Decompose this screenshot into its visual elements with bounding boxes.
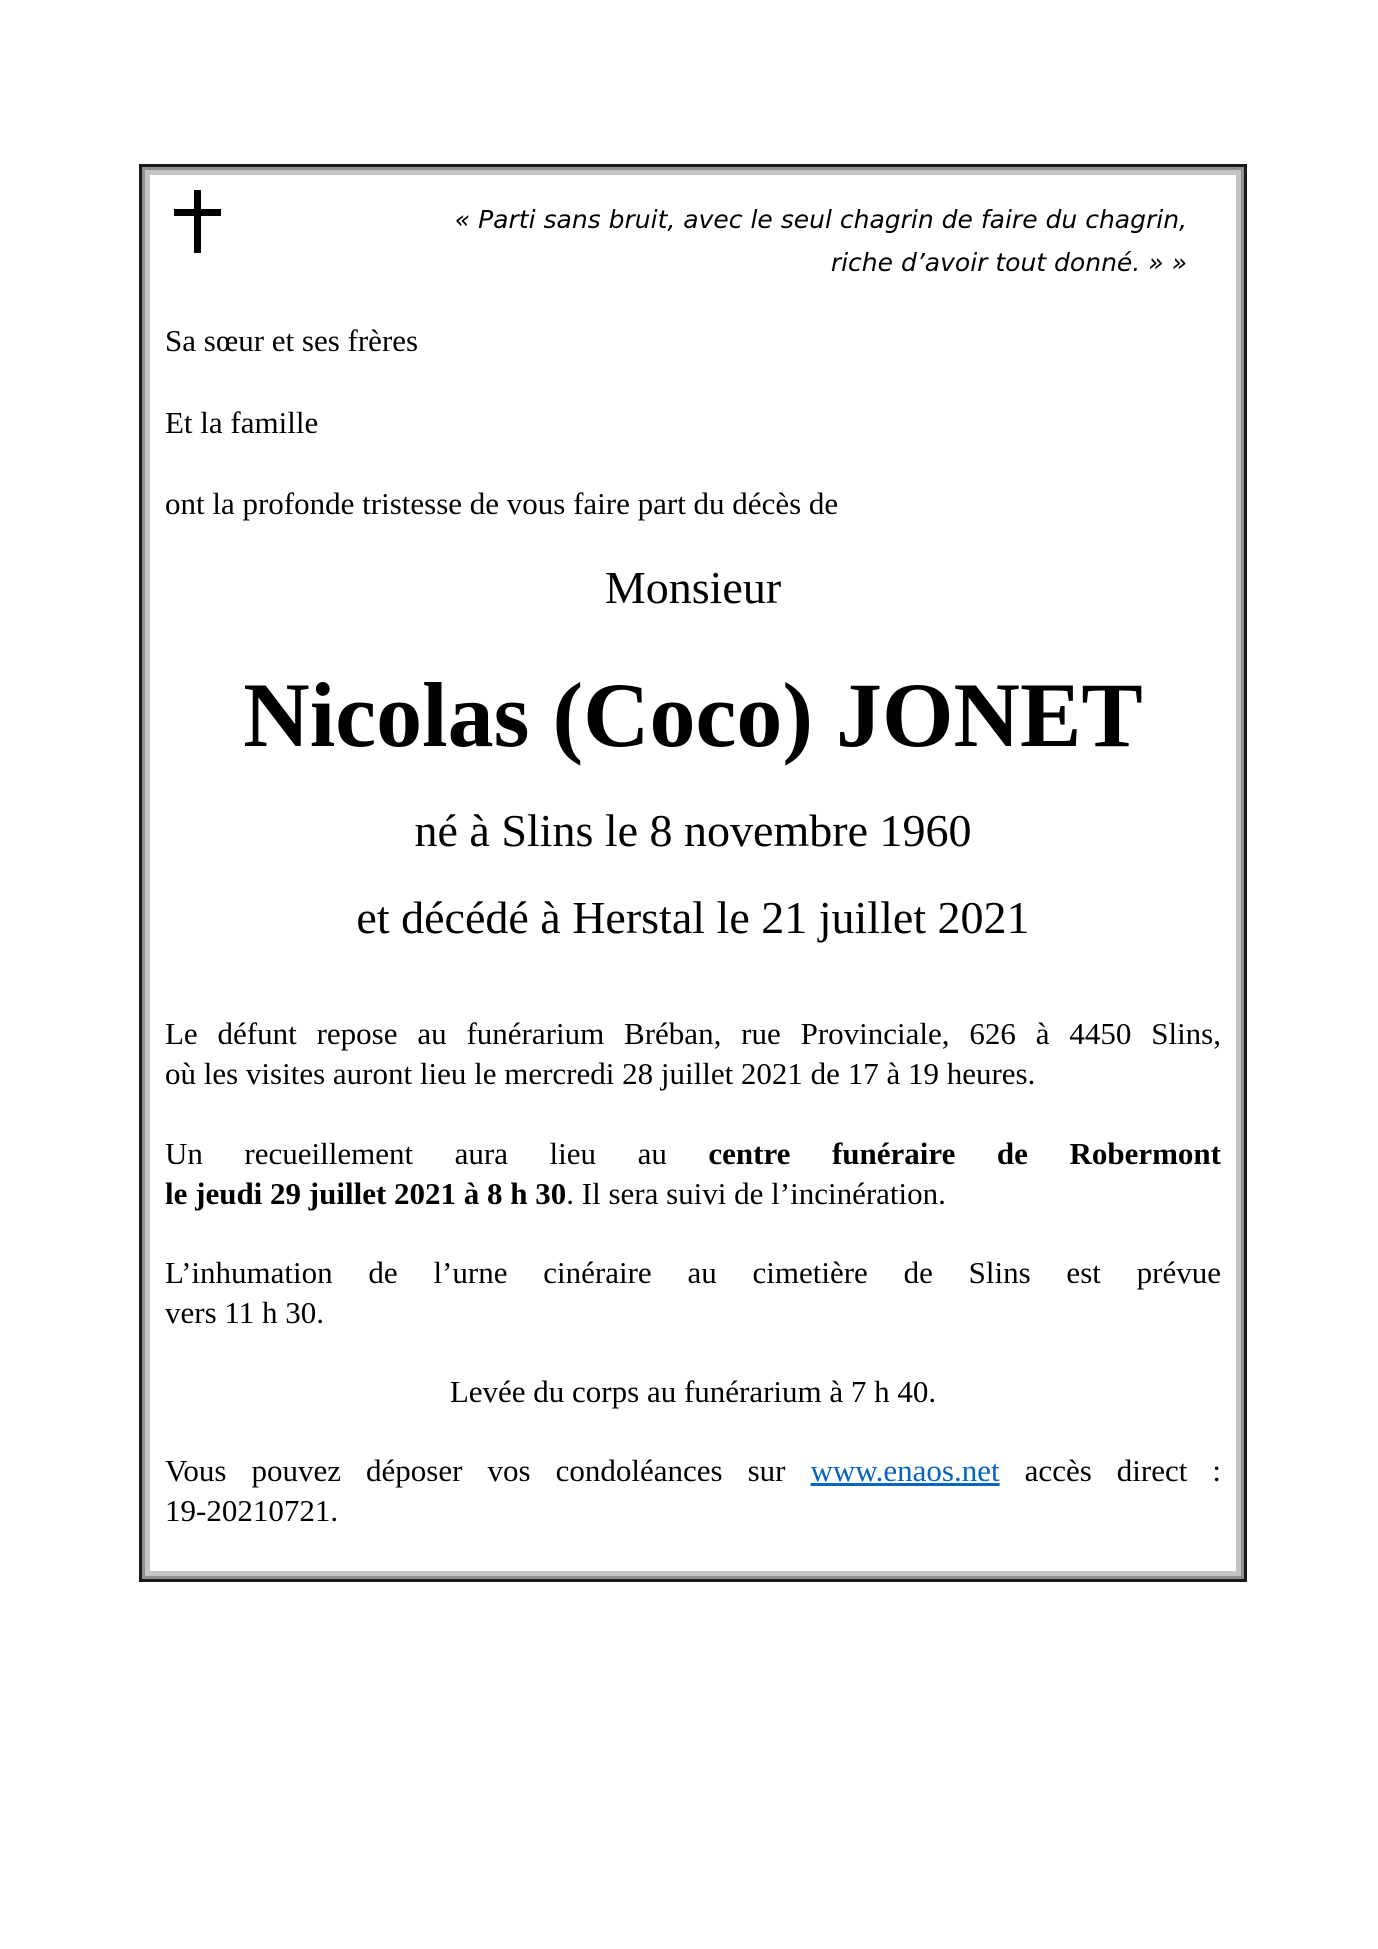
cross-icon bbox=[174, 190, 221, 253]
epigraph-quote bbox=[427, 198, 1187, 284]
death-line: et décédé à Herstal le 21 juillet 2021 bbox=[356, 892, 1030, 943]
ceremony-paragraph bbox=[165, 1134, 1221, 1214]
condolences-text: Vous pouvez déposer vos condoléances sur bbox=[165, 1453, 786, 1488]
honorific: Monsieur bbox=[604, 562, 782, 613]
family-line-family: Et la famille bbox=[165, 405, 319, 440]
ceremony-text: Un recueillement aura lieu au bbox=[165, 1136, 667, 1171]
paragraph-line: vers 11 h 30. bbox=[165, 1295, 324, 1330]
quote-line: « Parti sans bruit, avec le seul chagrin de faire du chagrin, bbox=[454, 205, 1187, 234]
ceremony-datetime: le jeudi 29 juillet 2021 à 8 h 30 bbox=[165, 1176, 567, 1211]
ceremony-text: . Il sera suivi de l’incinération. bbox=[566, 1176, 946, 1211]
ceremony-venue: centre funéraire de Robermont bbox=[708, 1136, 1221, 1171]
announcement-text: ont la profonde tristesse de vous faire part du décès de bbox=[165, 486, 839, 521]
condolences-code: 19-20210721. bbox=[165, 1493, 339, 1528]
condolences-access: accès direct : bbox=[1024, 1453, 1222, 1488]
paragraph-line: L’inhumation de l’urne cinéraire au cimetière de Slins est prévue bbox=[165, 1255, 1221, 1290]
paragraph-line bbox=[165, 1174, 1221, 1214]
condolences-paragraph bbox=[165, 1451, 1221, 1531]
levee-line: Levée du corps au funérarium à 7 h 40. bbox=[449, 1374, 937, 1409]
paragraph-line: où les visites auront lieu le mercredi 28 juillet 2021 de 17 à 19 heures. bbox=[165, 1056, 1036, 1091]
paragraph-line bbox=[165, 1134, 1221, 1174]
birth-line: né à Slins le 8 novembre 1960 bbox=[414, 805, 972, 856]
paragraph-line bbox=[165, 1451, 1221, 1491]
inhumation-paragraph bbox=[165, 1253, 1221, 1333]
deceased-name: Nicolas (Coco) JONET bbox=[243, 664, 1143, 766]
condolences-link[interactable]: www.enaos.net bbox=[810, 1453, 1000, 1488]
family-line-siblings: Sa sœur et ses frères bbox=[165, 323, 419, 358]
quote-line: riche d’avoir tout donné. » » bbox=[830, 248, 1187, 277]
notice-content bbox=[165, 170, 1221, 1570]
paragraph-line: Le défunt repose au funérarium Bréban, rue Provinciale, 626 à 4450 Slins, bbox=[165, 1016, 1221, 1051]
funerarium-paragraph bbox=[165, 1014, 1221, 1094]
